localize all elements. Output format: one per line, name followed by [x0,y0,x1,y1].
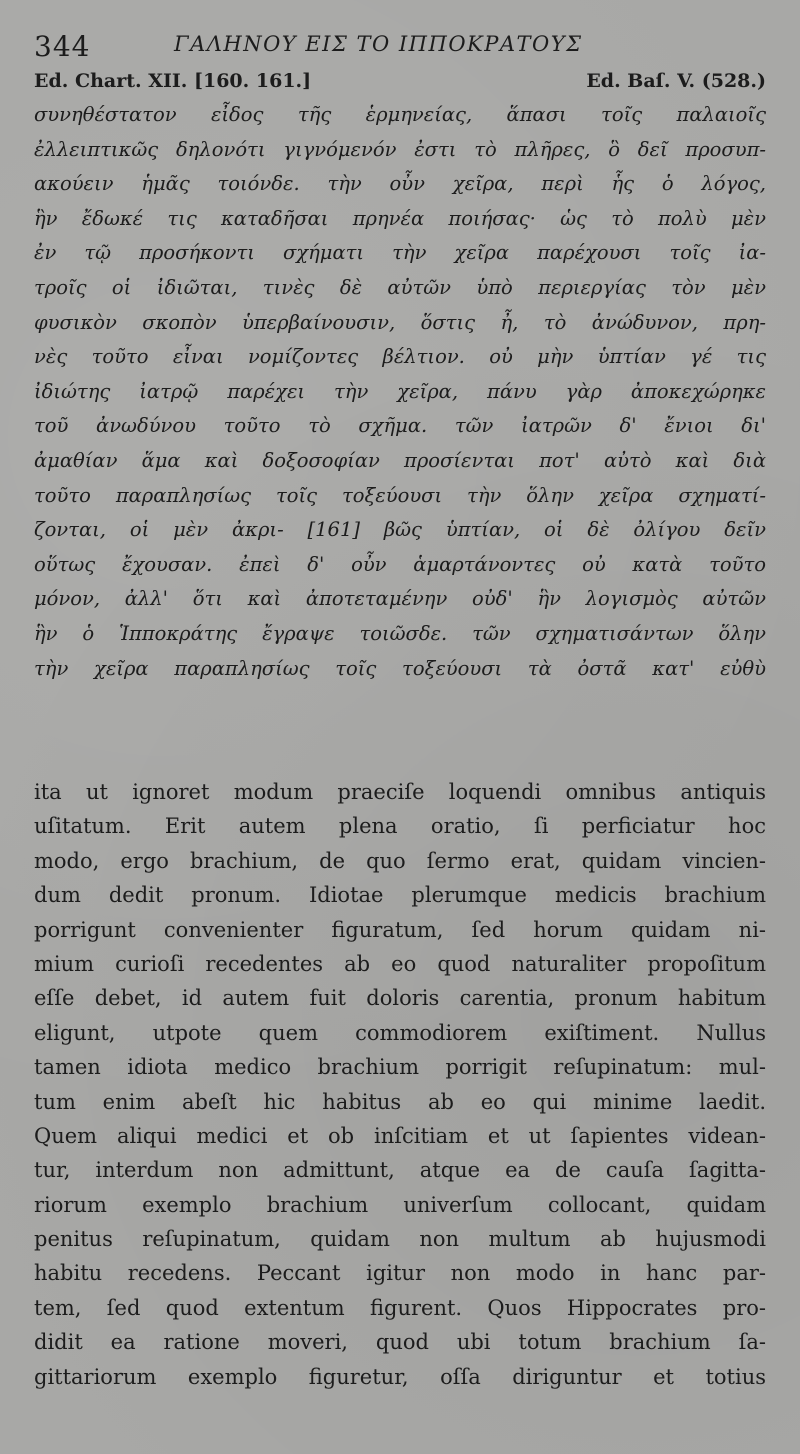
latin-text-block [34,775,766,1394]
latin-line: gittariorum exemplo figuretur, oſſa diriguntur et totius [34,1364,766,1389]
greek-line: ἀμαθίαν ἅμα καὶ δοξοσοφίαν προσίενται ποτ' αὐτὸ καὶ διὰ [34,448,766,472]
running-title: ΓΑΛΗΝΟΥ ΕΙΣ ΤΟ ΙΠΠΟΚΡΑΤΟΥΣ [174,32,583,56]
greek-text-block [34,98,766,686]
greek-line: τοῦτο παραπλησίως τοῖς τοξεύουσι τὴν ὅλην χεῖρα σχηματί- [34,483,766,507]
latin-line: tur, interdum non admittunt, atque ea de cauſa ſagitta- [34,1158,766,1183]
running-head [34,30,766,70]
greek-line: τὴν χεῖρα παραπλησίως τοῖς τοξεύουσι τὰ ὀστᾶ κατ' εὐθὺ [34,656,766,680]
latin-line: habitu recedens. Peccant igitur non modo in hanc par- [34,1261,766,1286]
latin-line: tum enim abeſt hic habitus ab eo qui minime laedit. [34,1089,766,1114]
greek-line: ἐν τῷ προσήκοντι σχήματι τὴν χεῖρα παρέχουσι τοῖς ἰα- [34,241,766,265]
greek-line: ακούειν ἡμᾶς τοιόνδε. τὴν οὖν χεῖρα, περὶ ἧς ὁ λόγος, [34,172,766,196]
latin-line: eſſe debet, id autem fuit doloris carentia, pronum habitum [34,986,766,1011]
latin-line: tamen idiota medico brachium porrigit reſupinatum: mul- [34,1055,766,1080]
greek-line: ζονται, οἱ μὲν ἀκρι- [161] βῶς ὑπτίαν, οἱ δὲ ὀλίγου δεῖν [34,518,766,542]
greek-line: τροῖς οἱ ἰδιῶται, τινὲς δὲ αὐτῶν ὑπὸ περιεργίας τὸν μὲν [34,275,766,299]
latin-line: mium curioſi recedentes ab eo quod naturaliter propoſitum [34,951,766,976]
latin-line: ita ut ignoret modum praeciſe loquendi omnibus antiquis [34,780,766,804]
greek-line: οὕτως ἔχουσαν. ἐπεὶ δ' οὖν ἁμαρτάνοντες οὐ κατὰ τοῦτο [34,552,766,576]
greek-line: ἰδιώτης ἰατρῷ παρέχει τὴν χεῖρα, πάνυ γὰρ ἀποκεχώρηκε [34,379,766,403]
latin-line: penitus reſupinatum, quidam non multum ab hujusmodi [34,1227,766,1252]
latin-line: dum dedit pronum. Idiotae plerumque medicis brachium [34,883,766,908]
greek-line: ἣν ἔδωκέ τις καταδῆσαι πρηνέα ποιήσας· ὡς τὸ πολὺ μὲν [34,206,766,230]
edition-references [34,70,766,100]
edition-chart-reference: Ed. Chart. XII. [160. 161.] [34,70,312,92]
greek-line: τοῦ ἀνωδύνου τοῦτο τὸ σχῆμα. τῶν ἰατρῶν δ' ἔνιοι δι' [34,414,766,438]
greek-line: φυσικὸν σκοπὸν ὑπερβαίνουσιν, ὅστις ἦ, τὸ ἀνώδυνον, πρη- [34,310,766,334]
greek-line: ἐλλειπτικῶς δηλονότι γιγνόμενόν ἐστι τὸ πλῆρες, ὃ δεῖ προσυπ- [34,137,766,161]
latin-line: Quem aliqui medici et ob inſcitiam et ut ſapientes videan- [34,1123,766,1148]
edition-basel-reference: Ed. Baſ. V. (528.) [586,70,766,92]
greek-line: νὲς τοῦτο εἶναι νομίζοντες βέλτιον. οὐ μὴν ὑπτίαν γέ τις [34,345,766,369]
latin-line: riorum exemplo brachium univerſum collocant, quidam [34,1192,766,1217]
latin-line: eligunt, utpote quem commodiorem exiſtiment. Nullus [34,1020,766,1045]
greek-line: συνηθέστατον εἶδος τῆς ἑρμηνείας, ἅπασι τοῖς παλαιοῖς [34,103,766,126]
greek-line: μόνον, ἀλλ' ὅτι καὶ ἀποτεταμένην οὐδ' ἣν λογισμὸς αὐτῶν [34,587,766,611]
latin-line: uſitatum. Erit autem plena oratio, ſi perficiatur hoc [34,814,766,839]
latin-line: porrigunt convenienter figuratum, ſed horum quidam ni- [34,917,766,942]
latin-line: didit ea ratione moveri, quod ubi totum brachium ſa- [34,1330,766,1355]
latin-line: tem, ſed quod extentum figurent. Quos Hippocrates pro- [34,1295,766,1320]
greek-line: ἣν ὁ Ἱπποκράτης ἔγραψε τοιῶσδε. τῶν σχηματισάντων ὅλην [34,621,766,645]
latin-line: modo, ergo brachium, de quo ſermo erat, quidam vincien- [34,848,766,873]
page-number: 344 [34,30,91,63]
